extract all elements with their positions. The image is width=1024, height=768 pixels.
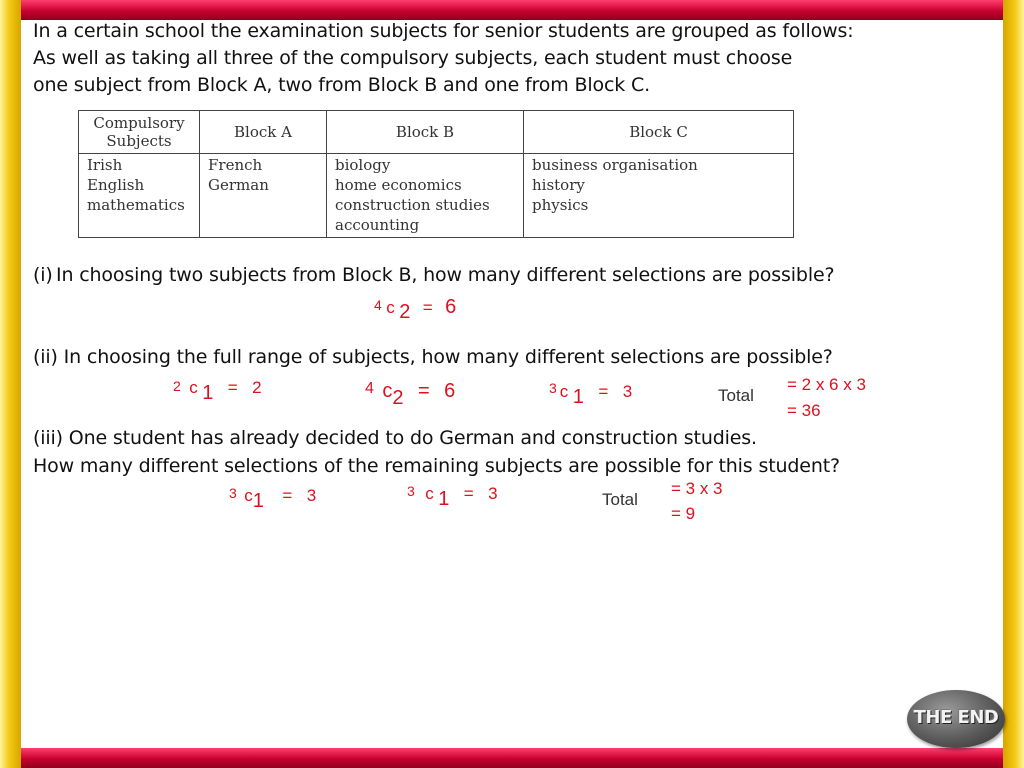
list-item: physics (532, 196, 589, 214)
list-item: construction studies (335, 196, 490, 214)
term-value: 3 (306, 486, 317, 505)
list-item: biology (335, 156, 391, 174)
frame-right-bar (1003, 0, 1024, 768)
c-symbol: c (189, 378, 198, 397)
r-value: 1 (572, 386, 584, 408)
part-iii-term-2 (407, 482, 498, 510)
block-c-cell (524, 154, 794, 238)
intro-line-3: one subject from Block A, two from Block B and one from Block C. (33, 74, 651, 96)
list-item: business organisation (532, 156, 698, 174)
c-symbol: c (382, 380, 393, 402)
c-symbol: c (244, 486, 253, 505)
part-iii-question-line-1: (iii) One student has already decided to do German and construction studies. (33, 427, 757, 449)
part-i-question: In choosing two subjects from Block B, how many different selections are possible? (56, 264, 835, 286)
table-header-row (79, 111, 794, 154)
equals-sign: = (422, 298, 433, 317)
list-item: history (532, 176, 585, 194)
r-value: 1 (202, 382, 214, 404)
part-iii-total-line-1: = 3 x 3 (671, 479, 723, 498)
part-ii-total-line-2: = 36 (787, 401, 821, 420)
header-block-c: Block C (524, 111, 794, 154)
n-value: 2 (173, 378, 181, 394)
list-item: German (208, 176, 269, 194)
list-item: French (208, 156, 263, 174)
slide (21, 20, 1003, 748)
part-ii-term-1 (173, 376, 262, 404)
term-value: 2 (252, 378, 262, 397)
part-ii-term-3 (549, 380, 633, 408)
part-iii-term-1 (229, 484, 317, 512)
r-value: 2 (399, 301, 411, 323)
equals-sign: = (598, 382, 609, 401)
equals-sign: = (227, 378, 238, 397)
n-value: 3 (549, 380, 557, 396)
term-value: 3 (488, 484, 498, 503)
term-value: 3 (622, 382, 633, 401)
subjects-table (78, 110, 794, 238)
part-i-label: (i) (33, 264, 53, 286)
c-symbol: c (386, 298, 395, 317)
part-iii-question-line-2: How many different selections of the remaining subjects are possible for this student? (33, 455, 840, 477)
the-end-label: THE END (913, 707, 999, 728)
block-a-cell (200, 154, 327, 238)
part-iii-total-label: Total (602, 490, 638, 509)
equals-sign: = (417, 380, 430, 402)
c-symbol: c (559, 382, 569, 401)
frame-left-bar (0, 0, 21, 768)
part-ii-question: (ii) In choosing the full range of subjects, how many different selections are possible? (33, 346, 833, 368)
answer-value: 6 (445, 296, 457, 318)
n-value: 4 (374, 297, 382, 313)
header-block-a: Block A (200, 111, 327, 154)
frame-bottom-bar (0, 748, 1024, 768)
list-item: mathematics (87, 196, 185, 214)
list-item: accounting (335, 216, 420, 234)
part-ii-total-line-1: = 2 x 6 x 3 (787, 375, 866, 394)
part-iii-total-line-2: = 9 (671, 504, 696, 523)
intro-line-1: In a certain school the examination subjects for senior students are grouped as follows: (33, 20, 854, 42)
equals-sign: = (282, 486, 293, 505)
list-item: home economics (335, 176, 462, 194)
header-compulsory: Compulsory Subjects (79, 111, 200, 154)
n-value: 3 (407, 483, 415, 499)
compulsory-cell (79, 154, 200, 238)
list-item: English (87, 176, 145, 194)
term-value: 6 (444, 380, 456, 402)
part-ii-total-label: Total (718, 386, 754, 405)
block-b-cell (327, 154, 524, 238)
part-i-answer (374, 296, 457, 323)
n-value: 3 (229, 485, 237, 501)
c-symbol: c (425, 484, 434, 503)
table-row (79, 154, 794, 238)
r-value: 1 (438, 488, 450, 510)
r-value: 1 (252, 490, 264, 512)
the-end-button[interactable] (907, 690, 1005, 748)
frame-top-bar (0, 0, 1024, 20)
intro-line-2: As well as taking all three of the compulsory subjects, each student must choose (33, 47, 793, 69)
n-value: 4 (365, 380, 374, 397)
list-item: Irish (87, 156, 123, 174)
header-block-b: Block B (327, 111, 524, 154)
part-ii-term-2 (365, 380, 456, 409)
r-value: 2 (392, 387, 404, 409)
equals-sign: = (463, 484, 474, 503)
